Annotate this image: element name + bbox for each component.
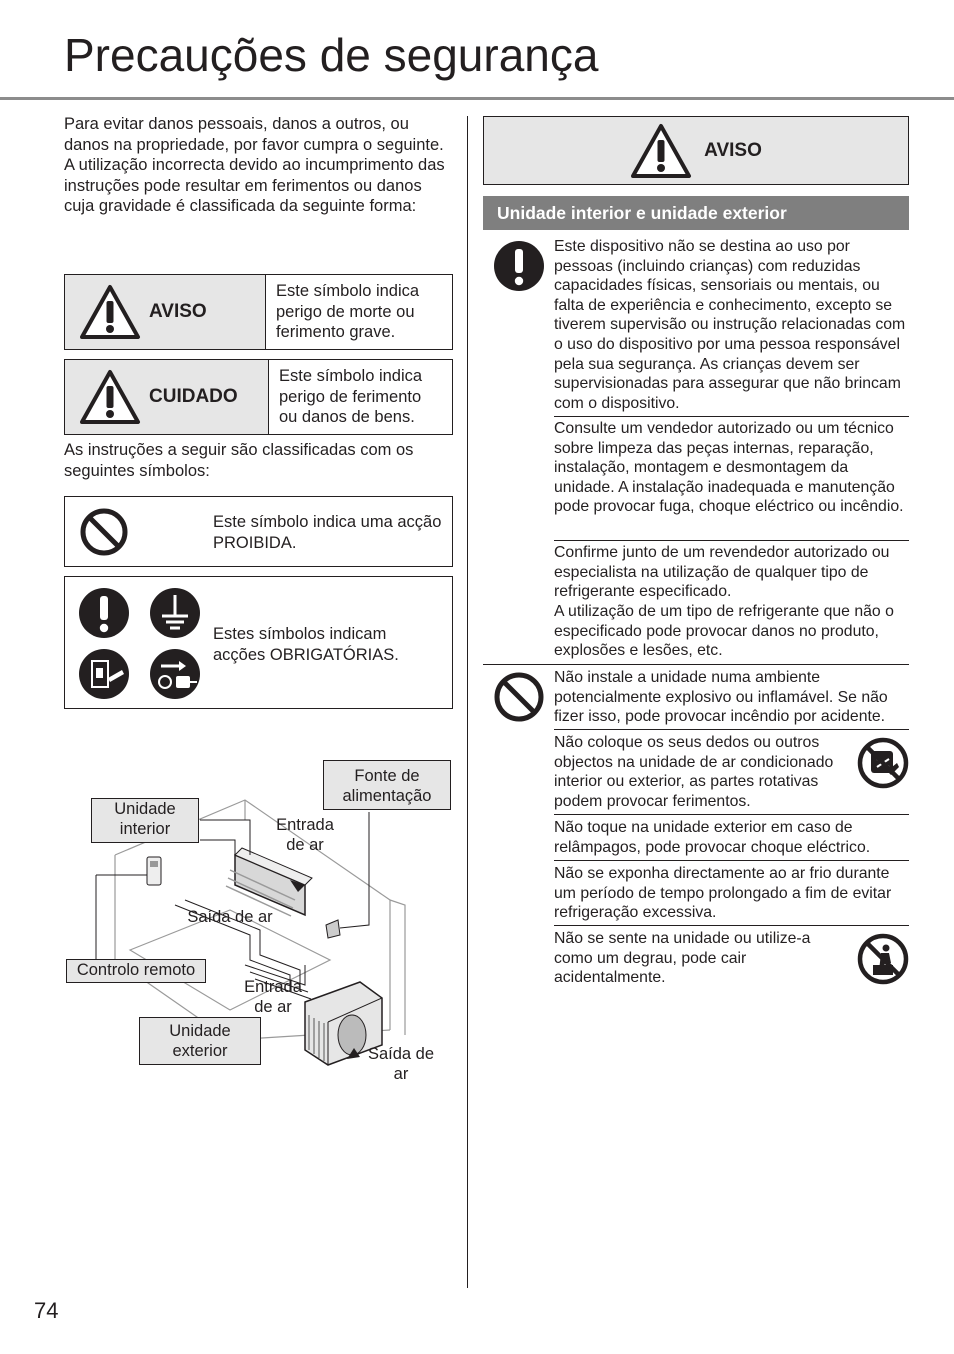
item-divider — [554, 540, 909, 541]
mandatory-exclamation-icon — [78, 587, 130, 639]
group-divider — [483, 664, 909, 665]
prohibited-symbol-box — [64, 496, 453, 567]
title-rule — [0, 97, 954, 100]
page-number: 74 — [34, 1298, 59, 1323]
item-divider — [554, 416, 909, 417]
caution-triangle-icon — [79, 369, 141, 425]
prohibited-item-1: Não instale a unidade numa ambiente potencialmente explosivo ou inflamável. Se não fizer isso, pode provocar incêndio por acidente. — [554, 669, 888, 726]
mandatory-exclamation-icon — [493, 240, 545, 292]
air-outlet-indoor-label: Saída de ar — [187, 908, 273, 926]
mandatory-item-2: Consulte um vendedor autorizado ou um técnico sobre limpeza das peças internas, reparação, instalação, montagem e desmontagem da unidade. A instalação inadequada e manutenção pode provocar fuga, choque eléctrico ou incêndio. — [554, 420, 904, 516]
prohibited-item-5: Não se sente na unidade ou utilize-a como um degrau, pode cair acidentalmente. — [554, 930, 811, 987]
switch-off-icon — [78, 648, 130, 700]
prohibited-item-3: Não toque na unidade exterior em caso de relâmpagos, pode provocar choque eléctrico. — [554, 819, 871, 856]
caution-signal-box — [64, 359, 453, 435]
air-outlet-outdoor-label: Saída de ar — [367, 1045, 435, 1083]
caution-label: CUIDADO — [149, 386, 238, 407]
column-divider — [467, 116, 468, 1288]
warning-triangle-icon — [79, 284, 141, 340]
intro-paragraph-2: A utilização incorrecta devido ao incumprimento das instruções pode resultar em ferimentos ou danos cuja gravidade é classificada da seguinte forma: — [64, 156, 445, 215]
mandatory-item-3: Confirme junto de um revendedor autorizado ou especialista na utilização de qualquer tipo de refrigerante especificado. — [554, 544, 890, 601]
indoor-unit-label: Unidade interior — [91, 798, 199, 843]
no-fingers-in-fan-icon — [857, 737, 909, 789]
intro-paragraph-1: Para evitar danos pessoais, danos a outros, ou danos na propriedade, por favor cumpra o seguinte. — [64, 115, 444, 154]
section-title: Unidade interior e unidade exterior — [483, 196, 909, 230]
page-title: Precauções de segurança — [64, 29, 599, 81]
mandatory-description: Estes símbolos indicam acções OBRIGATÓRIAS. — [213, 625, 399, 664]
prohibited-description: Este símbolo indica uma acção PROIBIDA. — [213, 513, 442, 552]
no-sitting-on-unit-icon — [857, 933, 909, 985]
warning-description: Este símbolo indica perigo de morte ou ferimento grave. — [266, 275, 452, 349]
outdoor-unit-label: Unidade exterior — [139, 1017, 261, 1065]
item-divider — [554, 860, 909, 861]
warning-header-label: AVISO — [704, 139, 762, 161]
prohibited-item-4: Não se exponha directamente ao ar frio durante um período de tempo prolongado a fim de evitar refrigeração excessiva. — [554, 865, 892, 922]
warning-triangle-icon — [630, 123, 692, 179]
mandatory-symbol-box — [64, 576, 453, 709]
prohibited-item-2: Não coloque os seus dedos ou outros objectos na unidade de ar condicionado interior ou exterior, as partes rotativas podem provocar ferimentos. — [554, 734, 834, 810]
caution-description: Este símbolo indica perigo de ferimento ou danos de bens. — [269, 360, 452, 434]
item-divider — [554, 814, 909, 815]
unplug-icon — [149, 648, 201, 700]
warning-label: AVISO — [149, 301, 207, 322]
intro-text — [64, 114, 456, 217]
warning-header-box — [483, 116, 909, 185]
power-supply-label: Fonte de alimentação — [323, 760, 451, 810]
prohibited-icon — [79, 507, 129, 557]
mandatory-item-4: A utilização de um tipo de refrigerante que não o especificado pode provocar danos no produto, explosões e lesões, etc. — [554, 603, 894, 660]
remote-control-illustration — [147, 857, 161, 885]
air-inlet-top-label: Entrada de ar — [276, 816, 334, 854]
mandatory-item-1: Este dispositivo não se destina ao uso por pessoas (incluindo crianças) com reduzidas capacidades físicas, sensoriais ou mentais, ou falta de experiência e conhecimento, excepto se tiverem supervisão ou instrução relacionadas com o uso do dispositivo por uma pessoa responsável pela sua segurança. As crianças devem ser supervisionadas para assegurar que não brincam com o dispositivo. — [554, 238, 906, 412]
remote-control-label: Controlo remoto — [66, 959, 206, 983]
indoor-unit-illustration — [226, 848, 312, 916]
item-divider — [554, 729, 909, 730]
air-inlet-outdoor-label: Entrada de ar — [244, 978, 302, 1016]
warning-signal-box — [64, 274, 453, 350]
ground-icon — [149, 587, 201, 639]
instructions-intro: As instruções a seguir são classificadas com os seguintes símbolos: — [64, 441, 414, 480]
item-divider — [554, 925, 909, 926]
wall-socket-illustration — [326, 920, 340, 938]
prohibited-icon — [493, 671, 545, 723]
